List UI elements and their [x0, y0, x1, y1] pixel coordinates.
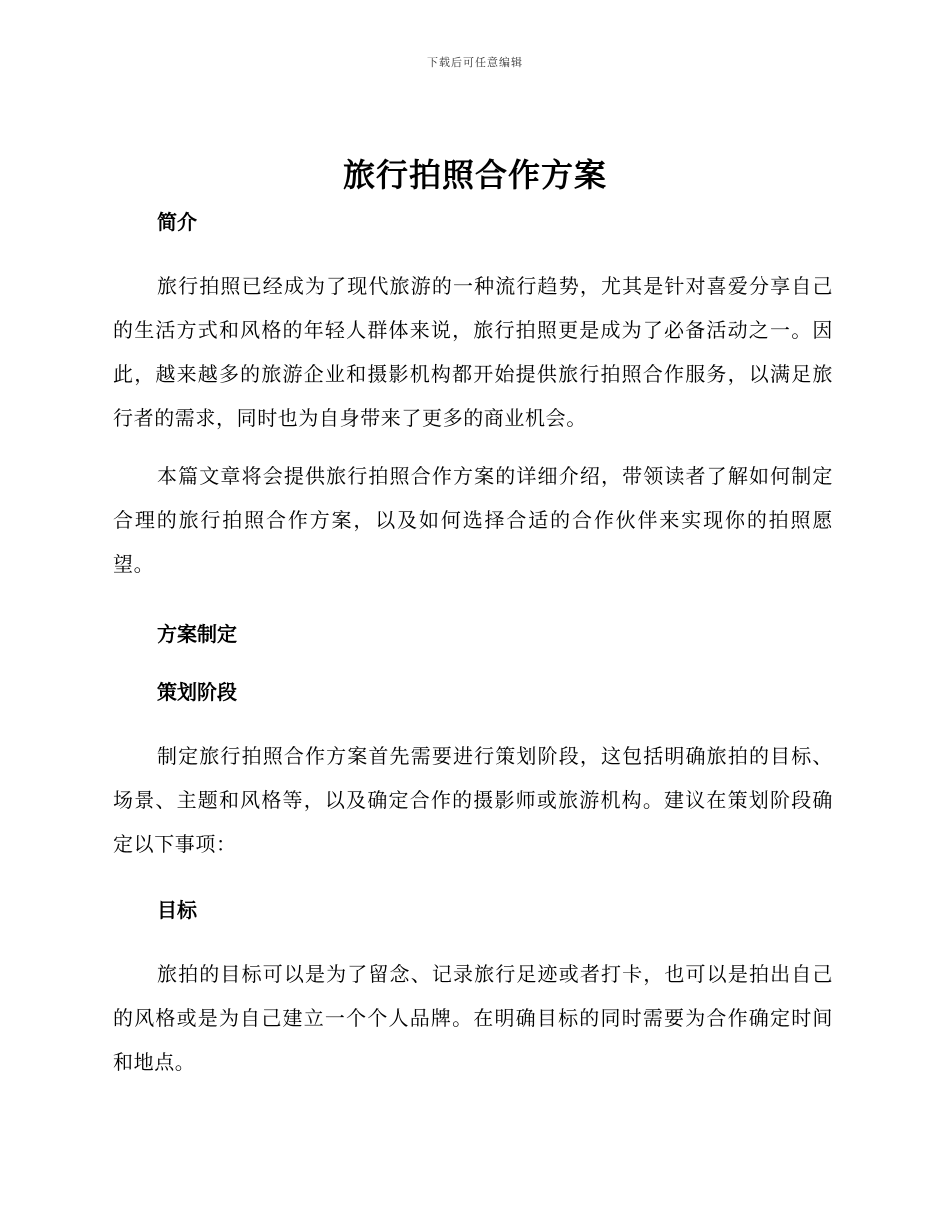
- paragraph-intro-1: 旅行拍照已经成为了现代旅游的一种流行趋势，尤其是针对喜爱分享自己的生活方式和风格的年轻人群体来说，旅行拍照更是成为了必备活动之一。因此，越来越多的旅游企业和摄影机构都开始提供旅行拍照合作服务，以满足旅行者的需求，同时也为自身带来了更多的商业机会。: [113, 274, 833, 430]
- subsection-heading-goal: 目标: [157, 898, 197, 922]
- header-note: 下载后可任意编辑: [427, 56, 523, 69]
- subsection-heading-stage: 策划阶段: [157, 680, 237, 704]
- document-title: 旅行拍照合作方案: [342, 156, 607, 194]
- section-heading-intro: 简介: [157, 210, 197, 234]
- paragraph-goal: 旅拍的目标可以是为了留念、记录旅行足迹或者打卡，也可以是拍出自己的风格或是为自己建立一个个人品牌。在明确目标的同时需要为合作确定时间和地点。: [113, 962, 833, 1074]
- paragraph-intro-2: 本篇文章将会提供旅行拍照合作方案的详细介绍，带领读者了解如何制定合理的旅行拍照合作方案，以及如何选择合适的合作伙伴来实现你的拍照愿望。: [113, 464, 833, 576]
- paragraph-stage: 制定旅行拍照合作方案首先需要进行策划阶段，这包括明确旅拍的目标、场景、主题和风格等，以及确定合作的摄影师或旅游机构。建议在策划阶段确定以下事项：: [113, 744, 833, 856]
- document-body: [113, 208, 833, 1084]
- section-heading-plan: 方案制定: [157, 622, 237, 646]
